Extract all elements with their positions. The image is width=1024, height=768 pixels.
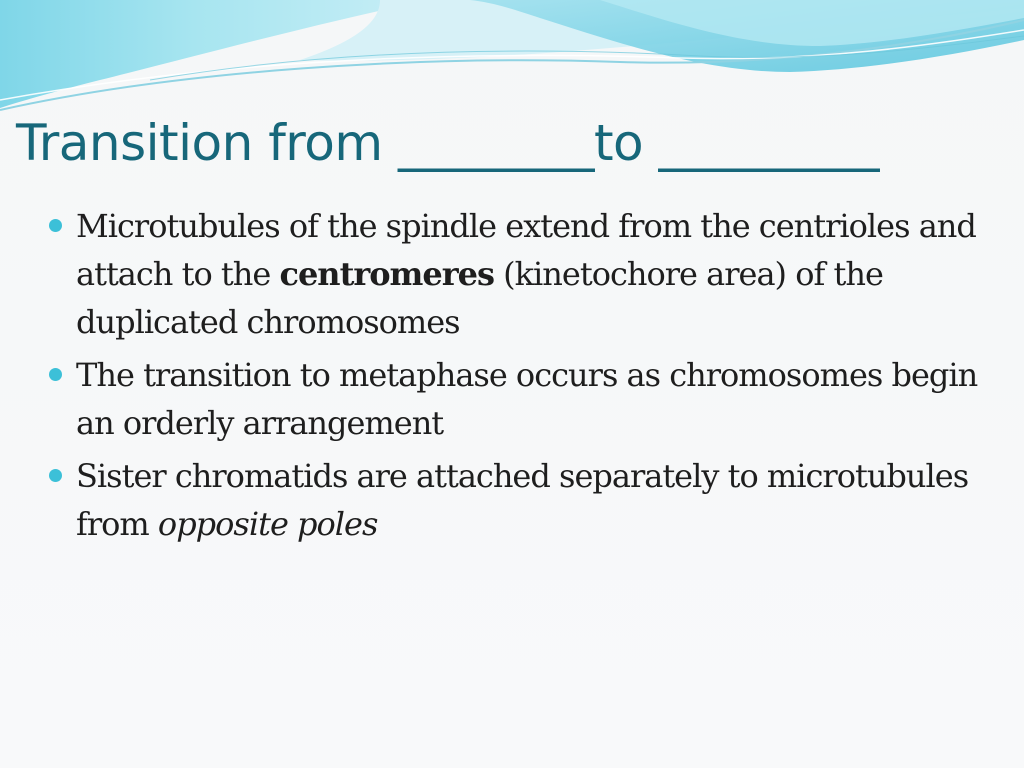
bullet-text: The transition to metaphase occurs as chromosomes begin an orderly arrangement <box>76 356 978 442</box>
bullet-item <box>48 452 1008 548</box>
bullet-italic-term: opposite poles <box>157 505 378 543</box>
bullet-text: Microtubules of the spindle extend from the centrioles and attach to the <box>76 207 976 293</box>
bullet-list <box>48 202 1008 553</box>
bullet-dot-icon <box>49 219 62 232</box>
bullet-item <box>48 351 1008 447</box>
bullet-item <box>48 202 1008 346</box>
bullet-dot-icon <box>49 368 62 381</box>
bullet-text: (kinetochore area) of the duplicated chromosomes <box>76 255 883 341</box>
bullet-dot-icon <box>49 469 62 482</box>
bullet-bold-term: centromeres <box>279 255 494 293</box>
bullet-text: Sister chromatids are attached separately to microtubules from <box>76 457 969 543</box>
header-wave-decoration <box>0 0 1024 120</box>
slide-title: Transition from ________to _________ <box>16 114 880 172</box>
